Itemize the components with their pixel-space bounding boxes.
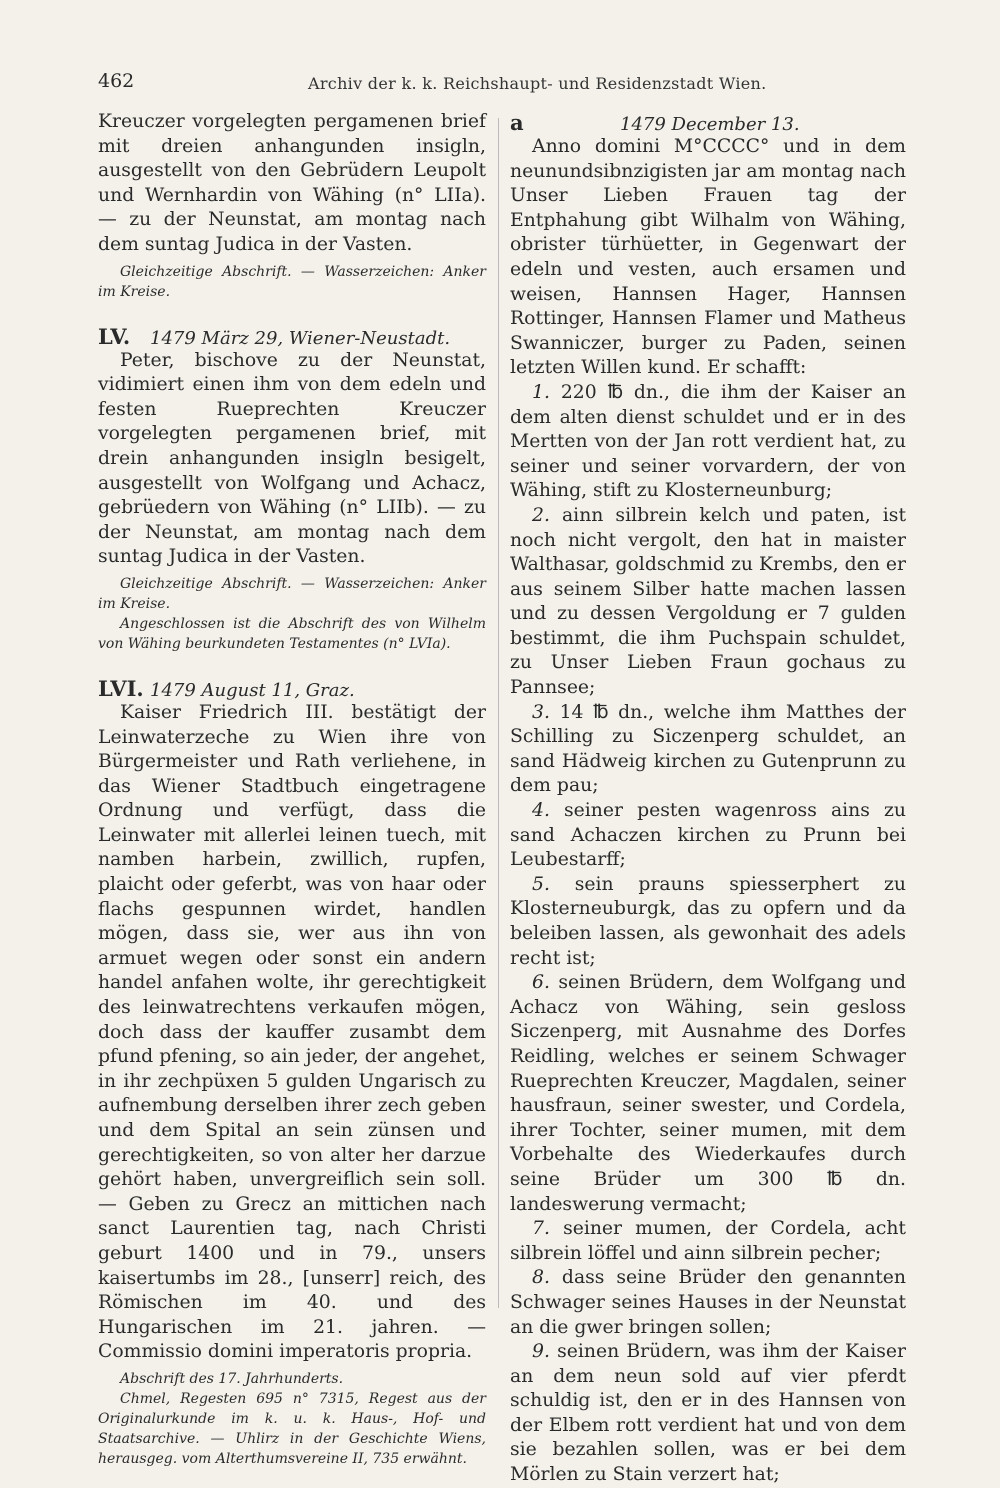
item-number: 5. (532, 873, 550, 895)
item-number: 3. (532, 701, 550, 723)
item-number: 7. (532, 1218, 550, 1240)
sub-entry-a-heading (510, 110, 906, 135)
entry-lv-note: Gleichzeitige Abschrift. — Wasserzeichen: Anker im Kreise. (98, 575, 486, 612)
testament-item (510, 1266, 906, 1340)
testament-item (510, 701, 906, 799)
entry-lvi-text: Kaiser Friedrich III. bestätigt der Leinwaterzeche zu Wien ihre von Bürgermeister und Rath verliehene, in das Wiener Stadtbuch eingetragene Ordnung und verfügt, dass die Leinwater mit allerlei leinen tuech, mit namben harbein, zwillich, rupfen, plaicht oder geferbt, was von haar oder flachs gespunnen wirdet, handlen mögen, dass sie, wer aus ihn von armuet wegen oder sonst ein andern handel anfahen wolte, ihr gerechtigkeit des leinwatrechtens verkaufen mögen, doch dass der kauffer zusambt dem pfund pfening, so ain jeder, der angehet, in ihr zechpüxen 5 gulden Ungarisch zu aufnembung derselben ihrer zech geben und dem Spital an sein zünsen und gerechtigkeiten, so von alter her darzue gehört haben, unvergreiflich sein soll. — Geben zu Grecz an mittichen nach sanct Laurentien tag, nach Christi geburt 1400 und in 79., unsers kaisertumbs im 28., [unserr] reich, des Römischen im 40. und des Hungarischen im 21. jahren. — Commissio domini imperatoris propria. (98, 701, 486, 1363)
item-text: 14 ℔ dn., welche ihm Matthes der Schilling zu Siczenperg schuldet, an sand Hädweig kirchen zu Gutenprunn zu dem pau; (510, 701, 906, 797)
sub-entry-date: 1479 December 13. (620, 114, 800, 135)
item-text: sein prauns spiesserphert zu Klosterneuburgk, das zu opfern und da beleiben lassen, als gewonhait des adels recht ist; (510, 873, 906, 969)
entry-lvi-heading (98, 676, 486, 701)
entry-lvi-date: 1479 August 11, Graz. (150, 679, 355, 701)
item-text: seinen Brüdern, dem Wolfgang und Achacz von Wähing, sein gesloss Siczenperg, mit Ausnahme des Dorfes Reidling, welches er seinem Schwager Rueprechten Kreuczer, Magdalen, seiner hausfraun, seiner swester, und Cordela, ihrer Tochter, seiner mumen, mit dem Vorbehalte des Wiederkaufes durch seine Brüder um 300 ℔ dn. landeswerung vermacht; (510, 972, 906, 1215)
testament-item (510, 504, 906, 701)
continuation-text: Kreuczer vorgelegten pergamenen brief mit dreien anhangunden insigln, ausgestellt von den Gebrüdern Leupolt und Wernhardin von Wähing (n° LIIa). — zu der Neunstat, am montag nach dem suntag Judica in der Vasten. (98, 111, 486, 255)
item-text: ainn silbrein kelch und paten, ist noch nicht vergolt, den hat in maister Walthasar, goldschmid zu Krembs, den er aus seinem Silber hatte machen lassen und zu dessen Vergoldung er 7 gulden bestimmt, die ihm Puchspain schuldet, zu Unser Lieben Fraun gochaus zu Pannsee; (510, 504, 906, 699)
testament-item (510, 799, 906, 873)
item-text: seinen Brüdern, was ihm der Kaiser an dem neun sold auf vier pferdt schuldig ist, den er in des Hannsen von der Elbem rott verdient hat und von dem sie bezahlen sollen, was er bei dem Mörlen zu Stain verzert hat; (510, 1341, 906, 1486)
item-number: 4. (532, 800, 550, 822)
testament-item (510, 1340, 906, 1488)
right-column (510, 110, 906, 1488)
entry-lv-text: Peter, bischove zu der Neunstat, vidimiert einen ihm von dem edeln und festen Rueprechten Kreuczer vorgelegten pergamenen brief, mit drein anhangunden insigln besigelt, ausgestellt von Wolfgang und Achacz, gebrüedern von Wähing (n° LIIb). — zu der Neunstat, am montag nach dem suntag Judica in der Vasten. (98, 349, 486, 568)
item-number: 6. (532, 972, 550, 994)
item-number: 9. (532, 1341, 550, 1363)
entry-lvi-note-2: Chmel, Regesten 695 n° 7315, Regest aus der Originalurkunde im k. u. k. Haus-, Hof- und Staatsarchive. — Uhlirz in der Geschichte Wiens, herausgeg. vom Alterthumsvereine II, 735 erwähnt. (98, 1390, 486, 1467)
item-text: dass seine Brüder den genannten Schwager seines Hauses in der Neunstat an die gwer bringen sollen; (510, 1267, 906, 1338)
entry-lv-note-2: Angeschlossen ist die Abschrift des von Wilhelm von Wähing beurkundeten Testamentes (n° LVIa). (98, 615, 486, 652)
entry-lv-number: LV. (98, 323, 131, 349)
sub-entry-letter: a (510, 110, 524, 135)
item-number: 2. (532, 504, 550, 526)
column-divider (498, 118, 499, 1308)
entry-lvi-number: LVI. (98, 675, 144, 701)
testament-intro: Anno domini M°CCCC° und in dem neunundsibnzigisten jar am montag nach Unser Lieben Frauen tag der Entphahung gibt Wilhalm von Wähing, obrister türhüetter, in Gegenwart der edeln und vesten, auch ersamen und weisen, Hannsen Hager, Hannsen Rottinger, Hannsen Flamer und Matheus Swanniczer, burger zu Paden, seinen letzten Willen kund. Er schafft: (510, 136, 906, 379)
continuation-note: Gleichzeitige Abschrift. — Wasserzeichen: Anker im Kreise. (98, 263, 486, 300)
entry-lv-date: 1479 März 29, Wiener-Neustadt. (150, 327, 451, 349)
item-number: 1. (532, 381, 550, 403)
testament-item (510, 381, 906, 504)
page-number: 462 (98, 70, 135, 92)
testament-item (510, 971, 906, 1217)
item-text: 220 ℔ dn., die ihm der Kaiser an dem alten dienst schuldet und er in des Mertten von der Jan rott verdient hat, zu seiner und seiner vorvardern, der von Wähing, stift zu Klosterneunburg; (510, 381, 906, 502)
testament-item (510, 1217, 906, 1266)
left-column (98, 110, 486, 1469)
running-title: Archiv der k. k. Reichshaupt- und Residenzstadt Wien. (308, 74, 767, 93)
entry-lv-heading (98, 324, 486, 349)
item-text: seiner mumen, der Cordela, acht silbrein löffel und ainn silbrein pecher; (510, 1218, 906, 1264)
item-number: 8. (532, 1267, 550, 1289)
testament-item (510, 873, 906, 971)
item-text: seiner pesten wagenross ains zu sand Achaczen kirchen zu Prunn bei Leubestarff; (510, 800, 906, 871)
entry-lvi-note: Abschrift des 17. Jahrhunderts. (120, 1370, 344, 1387)
